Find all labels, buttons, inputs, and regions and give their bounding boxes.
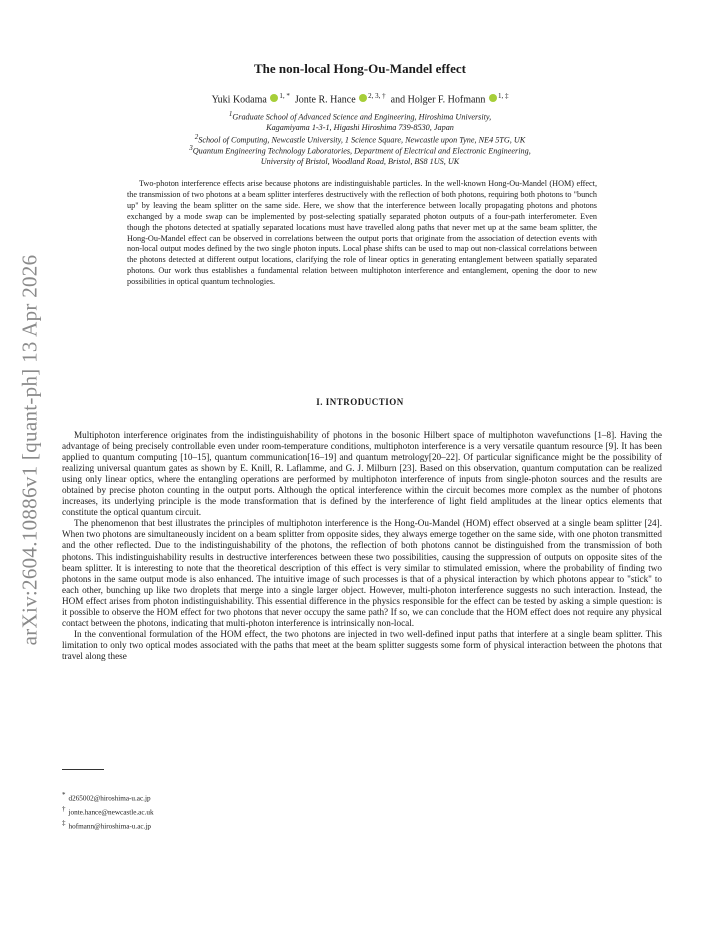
footnote-mark: †: [62, 804, 66, 813]
footnote-mark: ‡: [62, 818, 66, 827]
author-marks: 1, ‡: [497, 92, 509, 100]
paragraph: The phenomenon that best illustrates the principles of multiphoton interference is the Hong-Ou-Mandel (HOM) effect observed at a single beam splitter [24]. When two photons are simultaneously incident on a beam splitter from opposite sides, they always emerge together on the same side, with one photon transmitted and the other reflected. Due to the indistinguishability of the photons, the reflection of both photons cannot be distinguished from the transmission of both photons. This indistinguishability results in destructive interferences between these two possibilities, causing the suppression of outputs on opposite sites of the beam splitter. It is interesting to note that the theoretical description of this effect is very similar to stimulated emission, where the probability of finding two photons in the same output mode is also enhanced. The intuitive image of such processes is that of a physical interaction by which photons appear to "stick" to each other, bunching up like two droplets that merge into a single larger object. However, multi-photon interference suggests no such interaction. Instead, the HOM effect arises from photon indistinguishability. This essential difference in the physics responsible for the effect can be tested by asking a simple question: is it possible to observe the HOM effect for two photons that never occupy the same path? If so, we can conclude that the HOM effect does not require any physical contact between the photons, indicating that multi-photon interference is intrinsically non-local.: [62, 518, 662, 628]
abstract: Two-photon interference effects arise because photons are indistinguishable particles. In the well-known Hong-Ou-Mandel (HOM) effect, the transmission of two photons at a beam splitter interferes destructively with the reflection of both photons, requiring both photons to "bunch up" by leaving the beam splitter on the same side. Here, we show that the interference between locally propagating photons and photons exchanged by a mode swap can be implemented by post-selecting spatially separated photon outputs of a four-path interferometer. Even though the photons detected at spatially separated locations must have travelled along paths that never met up at the same beam splitter, the Hong-Ou-Mandel effect can be observed in correlations between the output ports that originate from the association of detection events with non-local output modes defined by the two single photon inputs. Local phase shifts can be used to map out non-classical correlations between the photons detected at different output locations, clarifying the role of linear optics in generating entanglement between spatially separated photons. Our work thus establishes a fundamental relation between multiphoton interference and entanglement, opening the door to new possibilities in optical quantum technologies.: [127, 179, 597, 287]
affiliation-line: Kagamiyama 1-3-1, Higashi Hiroshima 739-8530, Japan: [266, 123, 454, 133]
paragraph: Multiphoton interference originates from the indistinguishability of photons in the bosonic Hilbert space of multiphoton wavefunctions [1–8]. Having the advantage of being precisely controllable even under room-temperature conditions, multiphoton interference is a very versatile quantum resource [9]. It has been applied to quantum computing [10–15], quantum communication[16–19] and quantum metrology[20–22]. Of particular significance might be the possibility of realizing universal quantum gates as shown by E. Knill, R. Laflamme, and G. J. Milburn [23]. Based on this observation, quantum computation can be realized using only linear optics, where the entangling operations are performed by multiphoton interference of inputs from single-photon sources and the results are obtained by precise photon counting in the output ports. Although the optical interference within the circuit becomes more complex as the number of photons increases, its underlying principle is the mode transformation that is defined by the interference of light field amplitudes at the linear optics elements that constitute the optical quantum circuit.: [62, 430, 662, 518]
arxiv-sidebar-stamp: [10, 240, 50, 660]
affiliation: [0, 109, 720, 134]
affiliation-line: School of Computing, Newcastle University, 1 Science Square, Newcastle upon Tyne, NE4 5TG, UK: [198, 135, 526, 145]
author-list: [0, 92, 720, 105]
paragraph: In the conventional formulation of the HOM effect, the two photons are injected in two well-defined input paths that interfere at a single beam splitter. This limitation to only two optical modes associated with the paths that meet at the beam splitter suggests some form of physical interaction between the photons that travel along these: [62, 628, 662, 661]
orcid-icon[interactable]: [359, 94, 367, 102]
footnote: [62, 804, 154, 818]
footnotes: [62, 790, 154, 831]
section-heading: I. INTRODUCTION: [316, 397, 404, 407]
footnote-mark: *: [62, 791, 66, 799]
affiliation-mark: 1: [228, 110, 233, 118]
footnote-rule: [62, 769, 104, 770]
arxiv-identifier: arXiv:2604.10886v1 [quant-ph] 13 Apr 2026: [17, 254, 42, 646]
body-text: [62, 430, 662, 662]
author-name: Yuki Kodama: [211, 94, 267, 106]
footnote-email[interactable]: jonte.hance@newcastle.ac.uk: [68, 808, 154, 817]
footnote-email[interactable]: d265002@hiroshima-u.ac.jp: [68, 794, 151, 803]
footnote: [62, 818, 154, 832]
author-conjunction: and: [390, 94, 406, 106]
affiliation-line: University of Bristol, Woodland Road, Bristol, BS8 1US, UK: [260, 157, 460, 167]
affiliation-line: Graduate School of Advanced Science and Engineering, Hiroshima University,: [232, 112, 492, 122]
author-marks: 2, 3, †: [368, 92, 386, 100]
paper-title: The non-local Hong-Ou-Mandel effect: [254, 61, 466, 76]
affiliation: [0, 143, 720, 168]
affiliation-mark: 3: [189, 144, 193, 152]
affiliation-mark: 2: [194, 133, 199, 141]
author-marks: 1, *: [279, 92, 290, 100]
footnote: [62, 790, 154, 804]
affiliation-line: Quantum Engineering Technology Laboratories, Department of Electrical and Electronic Engineering,: [192, 146, 531, 156]
footnote-email[interactable]: hofmann@hiroshima-u.ac.jp: [68, 821, 151, 830]
orcid-icon[interactable]: [489, 94, 497, 102]
orcid-icon[interactable]: [270, 94, 278, 102]
author-name: Jonte R. Hance: [294, 94, 356, 106]
author-name: Holger F. Hofmann: [407, 94, 486, 106]
